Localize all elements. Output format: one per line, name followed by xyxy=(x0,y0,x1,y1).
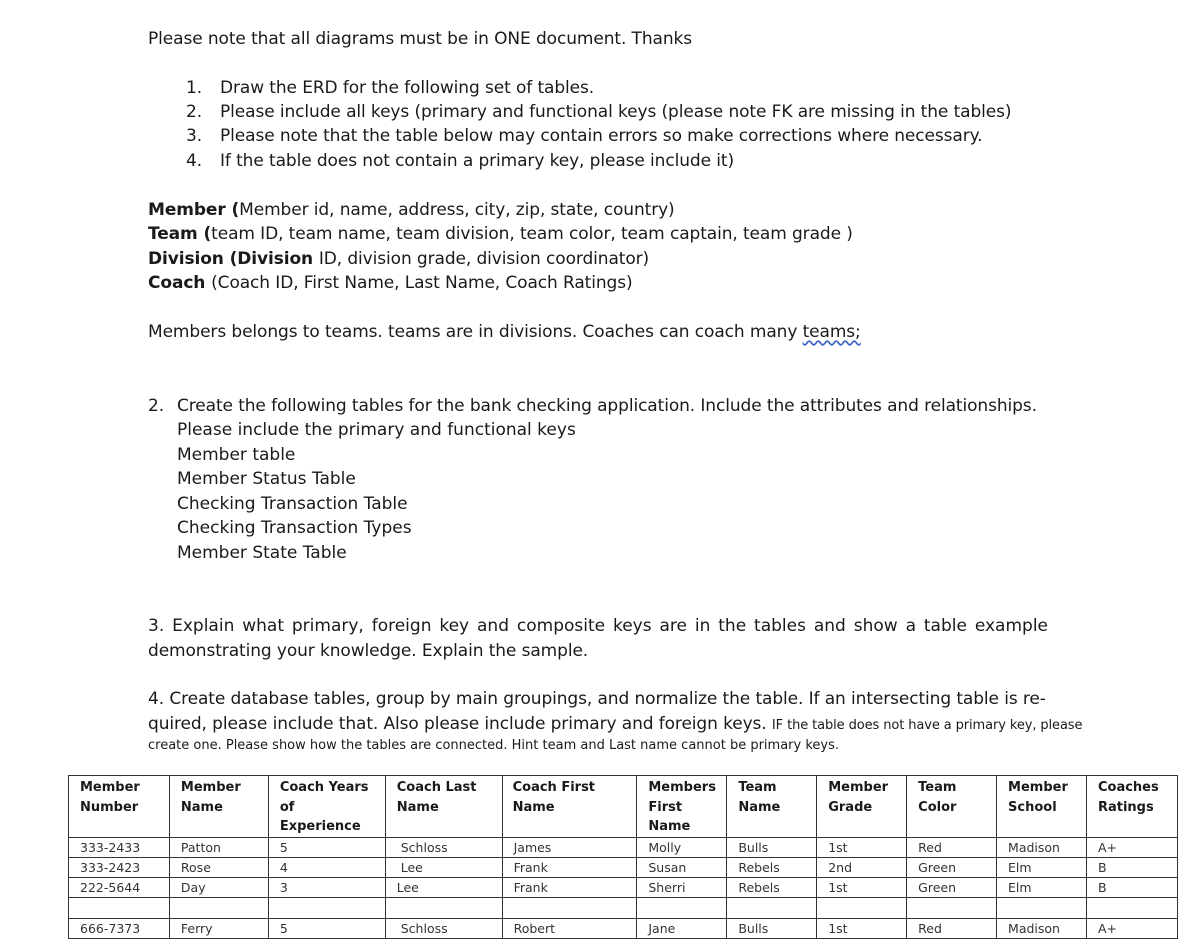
list-item: 4. If the table does not contain a primary key, please include it) xyxy=(186,151,734,171)
table-header-row xyxy=(69,776,1178,838)
data-table xyxy=(68,775,1178,939)
column-header: Coaches Ratings xyxy=(1086,776,1177,838)
table-row: 666-7373 Ferry 5 Schloss Robert Jane Bulls 1st Red Madison A+ xyxy=(69,918,1178,938)
entity-coach: Coach (Coach ID, First Name, Last Name, Coach Ratings) xyxy=(148,273,633,293)
q4-line: quired, please include that. Also please include primary and foreign keys. IF the table does not have a primary key, please xyxy=(148,714,1083,734)
q2-line: Please include the primary and functional keys xyxy=(177,420,576,440)
table-row: 333-2423 Rose 4 Lee Frank Susan Rebels 2nd Green Elm B xyxy=(69,857,1178,877)
column-header: Coach Last Name xyxy=(385,776,502,838)
q2-line: Member State Table xyxy=(177,543,347,563)
q3-line: 3. Explain what primary, foreign key and composite keys are in the tables and show a table example xyxy=(148,616,1048,636)
column-header: Coach Years of Experience xyxy=(268,776,385,838)
entity-division: Division (Division ID, division grade, division coordinator) xyxy=(148,249,650,269)
q3-line: demonstrating your knowledge. Explain the sample. xyxy=(148,641,589,661)
q2-line: Member table xyxy=(177,445,296,465)
relationships-text: Members belongs to teams. teams are in divisions. Coaches can coach many teams; xyxy=(148,322,861,342)
spellcheck-flagged-word[interactable]: teams; xyxy=(802,322,861,342)
table-row-empty xyxy=(69,897,1178,918)
list-item: 2. Please include all keys (primary and functional keys (please note FK are missing in the tables) xyxy=(186,102,1012,122)
column-header: Member School xyxy=(997,776,1087,838)
entity-team: Team (team ID, team name, team division, team color, team captain, team grade ) xyxy=(148,224,853,244)
list-item: 3. Please note that the table below may contain errors so make corrections where necessary. xyxy=(186,126,983,146)
column-header: Team Color xyxy=(907,776,997,838)
q4-line: 4. Create database tables, group by main groupings, and normalize the table. If an intersecting table is re- xyxy=(148,689,1046,709)
q2-line: Checking Transaction Types xyxy=(177,518,412,538)
q4-line: create one. Please show how the tables are connected. Hint team and Last name cannot be primary keys. xyxy=(148,738,839,753)
column-header: Team Name xyxy=(727,776,817,838)
column-header: Member Number xyxy=(69,776,170,838)
q2-title: 2. Create the following tables for the bank checking application. Include the attributes and relationships. xyxy=(148,396,1037,416)
table-row: 222-5644 Day 3 Lee Frank Sherri Rebels 1st Green Elm B xyxy=(69,877,1178,897)
column-header: Coach First Name xyxy=(502,776,637,838)
table-row: 333-2433 Patton 5 Schloss James Molly Bulls 1st Red Madison A+ xyxy=(69,837,1178,857)
q2-line: Member Status Table xyxy=(177,469,356,489)
instruction-note: Please note that all diagrams must be in ONE document. Thanks xyxy=(148,29,693,49)
list-item: 1. Draw the ERD for the following set of tables. xyxy=(186,78,595,98)
column-header: Member Name xyxy=(169,776,268,838)
column-header: Members First Name xyxy=(637,776,727,838)
column-header: Member Grade xyxy=(817,776,907,838)
q2-line: Checking Transaction Table xyxy=(177,494,408,514)
entity-member: Member (Member id, name, address, city, zip, state, country) xyxy=(148,200,675,220)
